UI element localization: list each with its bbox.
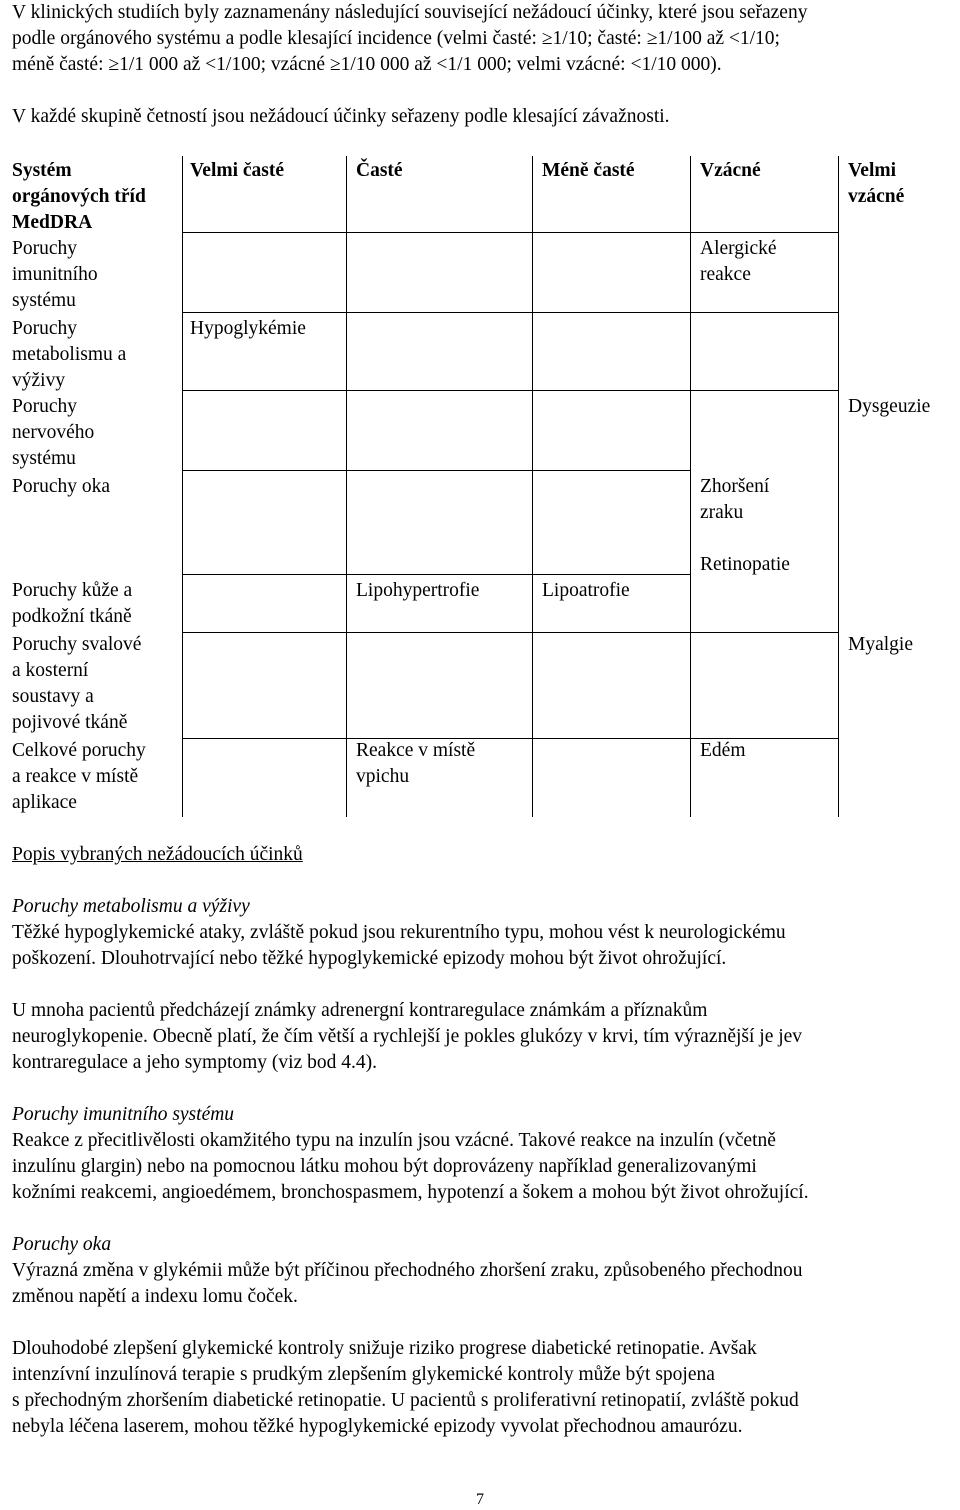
reaction-hypoglycaemia: Hypoglykémie bbox=[190, 318, 306, 339]
header-soc: Systém orgánových tříd MedDRA bbox=[12, 160, 146, 233]
soc-eye: Poruchy oka bbox=[12, 476, 111, 497]
intro-line: podle orgánového systému a podle klesající incidence (velmi časté: ≥1/10; časté: ≥1/100 až <1/10; bbox=[12, 28, 780, 49]
column-divider bbox=[346, 156, 347, 817]
row-divider bbox=[182, 632, 838, 633]
reaction-injection-site: Reakce v místě vpichu bbox=[356, 740, 476, 787]
soc-general-disorders: Celkové poruchy a reakce v místě aplikace bbox=[12, 740, 146, 813]
intro-paragraph bbox=[12, 0, 948, 78]
section-title: Poruchy metabolismu a výživy bbox=[12, 896, 250, 917]
soc-metabolism: Poruchy metabolismu a výživy bbox=[12, 318, 127, 391]
header-very-common: Velmi časté bbox=[190, 160, 285, 181]
reaction-oedema: Edém bbox=[700, 740, 746, 761]
section-counter-regulation: U mnoha pacientů předcházejí známky adrenergní kontraregulace známkám a příznakům neuroglykopenie. Obecně platí, že čím větší a rychlejší je pokles glukózy v krvi, tím výraznější je jev kontraregulace a jeho symptomy (viz bod 4.4). bbox=[12, 1000, 803, 1073]
row-divider bbox=[182, 470, 690, 471]
column-divider bbox=[690, 156, 691, 817]
soc-nervous-system: Poruchy nervového systému bbox=[12, 396, 95, 469]
reaction-dysgeusia: Dysgeuzie bbox=[848, 396, 931, 417]
section-immune: Poruchy imunitního systému Reakce z přecitlivělosti okamžitého typu na inzulín jsou vzácné. Takové reakce na inzulín (včetně inzulínu glargin) nebo na pomocnou látku mohou být doprovázeny například generalizovanými kožními reakcemi, angioedémem, bronchospasmem, hypotenzí a šokem a mohou být život ohrožující. bbox=[12, 1102, 948, 1206]
reaction-lipohypertrophy: Lipohypertrofie bbox=[356, 580, 480, 601]
soc-immune-system: Poruchy imunitního systému bbox=[12, 238, 98, 311]
section-eye: Poruchy oka Výrazná změna v glykémii může být příčinou přechodného zhoršení zraku, způsobeného přechodnou změnou napětí a indexu lomu čoček. bbox=[12, 1232, 948, 1310]
intro-line: méně časté: ≥1/1 000 až <1/100; vzácné ≥1/10 000 až <1/1 000; velmi vzácné: <1/10 000). bbox=[12, 54, 722, 75]
reaction-allergic: Alergické reakce bbox=[700, 238, 777, 285]
reaction-myalgia: Myalgie bbox=[848, 634, 913, 655]
column-divider bbox=[182, 156, 183, 817]
row-divider bbox=[182, 574, 690, 575]
column-divider bbox=[532, 156, 533, 817]
row-divider bbox=[182, 390, 838, 391]
column-divider bbox=[838, 156, 839, 817]
section-title: Poruchy oka bbox=[12, 1234, 112, 1255]
soc-skin: Poruchy kůže a podkožní tkáně bbox=[12, 580, 133, 627]
header-very-rare: Velmi vzácné bbox=[848, 160, 905, 207]
page-number: 7 bbox=[476, 1491, 484, 1508]
reaction-lipoatrophy: Lipoatrofie bbox=[542, 580, 630, 601]
section-heading: Popis vybraných nežádoucích účinků bbox=[12, 844, 303, 865]
intro-sorting-note: V každé skupině četností jsou nežádoucí účinky seřazeny podle klesající závažnosti. bbox=[12, 106, 670, 127]
section-title: Poruchy imunitního systému bbox=[12, 1104, 235, 1125]
section-retinopathy: Dlouhodobé zlepšení glykemické kontroly snižuje riziko progrese diabetické retinopatie. Avšak intenzívní inzulínová terapie s prudkým zlepšením glykemické kontroly může být spojena s přechodným zhoršením diabetické retinopatie. U pacientů s proliferativní retinopatií, zvláště pokud nebyla léčena laserem, mohou těžké hypoglykemické epizody vyvolat přechodnou amaurózu. bbox=[12, 1338, 799, 1437]
reaction-visual-impairment: Zhoršení zraku bbox=[700, 476, 770, 523]
header-common: Časté bbox=[356, 160, 403, 181]
row-divider bbox=[182, 312, 838, 313]
soc-musculoskeletal: Poruchy svalové a kosterní soustavy a pojivové tkáně bbox=[12, 634, 142, 733]
intro-line: V klinických studiích byly zaznamenány následující související nežádoucí účinky, které jsou seřazeny bbox=[12, 2, 808, 23]
reaction-retinopathy: Retinopatie bbox=[700, 554, 790, 575]
header-uncommon: Méně časté bbox=[542, 160, 635, 181]
section-metabolism: Poruchy metabolismu a výživy Těžké hypoglykemické ataky, zvláště pokud jsou rekurentního typu, mohou vést k neurologickému poškození. Dlouhotrvající nebo těžké hypoglykemické epizody mohou být život ohrožující. bbox=[12, 894, 948, 972]
header-rare: Vzácné bbox=[700, 160, 761, 181]
row-divider bbox=[182, 232, 838, 233]
